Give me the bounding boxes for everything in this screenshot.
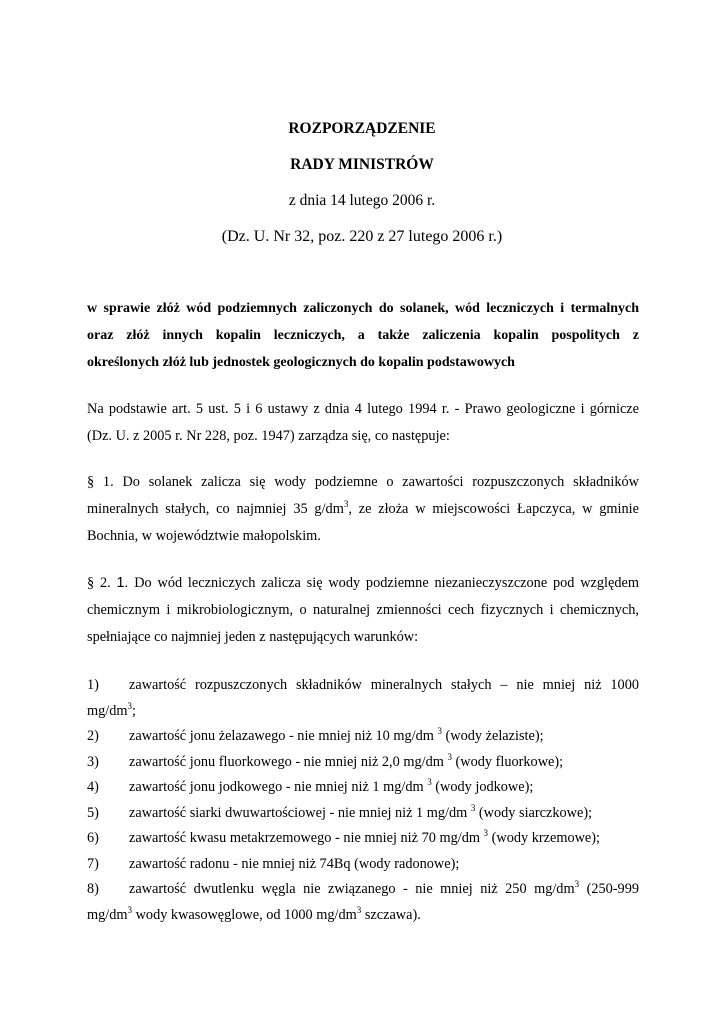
list-item-text: (250-999 xyxy=(579,881,639,897)
paragraph-text: mineralnych stałych, co najmniej 35 g/dm xyxy=(87,501,344,517)
list-item xyxy=(87,852,639,878)
paragraph-line: spełniające co najmniej jeden z następujących warunków: xyxy=(87,629,419,645)
list-item xyxy=(87,724,639,750)
subject-line: oraz złóż innych kopalin leczniczych, a także zaliczenia kopalin pospolitych z xyxy=(87,328,639,343)
list-item-text: zawartość jonu żelazawego - nie mniej niż 10 mg/dm xyxy=(129,728,438,744)
list-item-text: ; xyxy=(132,702,136,719)
list-item-text: (wody krzemowe); xyxy=(488,830,600,846)
superscript: 3 xyxy=(427,777,432,788)
list-item-text: zawartość radonu - nie mniej niż 74Bq (wody radonowe); xyxy=(129,855,460,872)
superscript: 3 xyxy=(470,802,476,813)
publication-reference: (Dz. U. Nr 32, poz. 220 z 27 lutego 2006 r.) xyxy=(221,228,503,245)
superscript: 3 xyxy=(356,904,362,915)
superscript: 3 xyxy=(483,828,489,839)
list-item-number: 1) xyxy=(87,677,99,693)
superscript: 3 xyxy=(574,879,580,890)
list-item-text: zawartość jonu fluorkowego - nie mniej niż 2,0 mg/dm xyxy=(129,753,448,770)
list-item-text: zawartość dwutlenku węgla nie związanego - nie mniej niż 250 mg/dm xyxy=(129,881,575,897)
legal-basis xyxy=(87,396,639,450)
list-item-text: zawartość jonu jodkowego - nie mniej niż 1 mg/dm xyxy=(129,779,428,795)
list-item xyxy=(87,877,639,928)
list-item-text: mg/dm xyxy=(87,906,128,923)
list-item-text: (wody siarczkowe); xyxy=(475,804,593,821)
list-item-text: zawartość kwasu metakrzemowego - nie mniej niż 70 mg/dm xyxy=(129,830,484,846)
subject-line: określonych złóż lub jednostek geologicznych do kopalin podstawowych xyxy=(87,355,515,370)
paragraph-line xyxy=(87,570,639,597)
superscript: 3 xyxy=(447,751,452,762)
list-item xyxy=(87,775,639,801)
document-issuer: RADY MINISTRÓW xyxy=(290,156,434,173)
list-item-text: (wody żelaziste); xyxy=(441,728,544,744)
list-item-number: 8) xyxy=(87,881,99,897)
basis-line: Na podstawie art. 5 ust. 5 i 6 ustawy z dnia 4 lutego 1994 r. - Prawo geologiczne i górnicze xyxy=(87,401,639,417)
list-item-number: 4) xyxy=(87,779,99,795)
paragraph-2 xyxy=(87,570,639,651)
list-item-number: 2) xyxy=(87,728,99,744)
paragraph-line: § 1. Do solanek zalicza się wody podziemne o zawartości rozpuszczonych składników xyxy=(87,474,639,490)
superscript: 3 xyxy=(343,499,349,510)
list-item-continuation xyxy=(87,699,639,725)
paragraph-text: , ze złoża w miejscowości Łapczyca, w gminie xyxy=(348,501,639,517)
subject-line: w sprawie złóż wód podziemnych zaliczonych do solanek, wód leczniczych i termalnych xyxy=(87,301,639,316)
list-item-continuation xyxy=(87,903,639,929)
list-item-text: zawartość siarki dwuwartościowej - nie mniej niż 1 mg/dm xyxy=(129,804,471,821)
list-item-number: 5) xyxy=(87,804,99,821)
list-item-number: 7) xyxy=(87,855,99,872)
list-item-number: 6) xyxy=(87,830,99,846)
list-item-text: (wody fluorkowe); xyxy=(451,753,564,770)
list-item-text: (wody jodkowe); xyxy=(431,779,534,795)
list-item xyxy=(87,826,639,852)
list-item xyxy=(87,801,639,827)
paragraph-line xyxy=(87,496,639,523)
document-title: ROZPORZĄDZENIE xyxy=(288,120,436,137)
list-item xyxy=(87,673,639,724)
list-item-text: mg/dm xyxy=(87,702,128,719)
paragraph-line: chemicznym i mikrobiologicznym, o naturalnej zmienności cech fizycznych i chemicznych, xyxy=(87,602,639,618)
list-item-text: wody kwasowęglowe, od 1000 mg/dm xyxy=(132,906,357,923)
paragraph-sign: § 2. xyxy=(87,575,117,591)
paragraph-number: 1. xyxy=(116,575,129,591)
list-item-text: zawartość rozpuszczonych składników mineralnych stałych – nie mniej niż 1000 xyxy=(129,677,639,693)
paragraph-text: Do wód leczniczych zalicza się wody podziemne niezanieczyszczone pod względem xyxy=(128,575,639,591)
conditions-list xyxy=(87,673,639,928)
document-date: z dnia 14 lutego 2006 r. xyxy=(288,192,436,209)
superscript: 3 xyxy=(127,700,133,711)
list-item-text: szczawa). xyxy=(361,906,421,923)
paragraph-1 xyxy=(87,469,639,550)
list-item-text xyxy=(129,877,639,903)
subject-heading xyxy=(87,295,639,376)
superscript: 3 xyxy=(127,904,133,915)
list-item-number: 3) xyxy=(87,753,99,770)
paragraph-line: Bochnia, w województwie małopolskim. xyxy=(87,528,321,544)
basis-line: (Dz. U. z 2005 r. Nr 228, poz. 1947) zarządza się, co następuje: xyxy=(87,428,450,444)
list-item xyxy=(87,750,639,776)
superscript: 3 xyxy=(437,726,442,737)
